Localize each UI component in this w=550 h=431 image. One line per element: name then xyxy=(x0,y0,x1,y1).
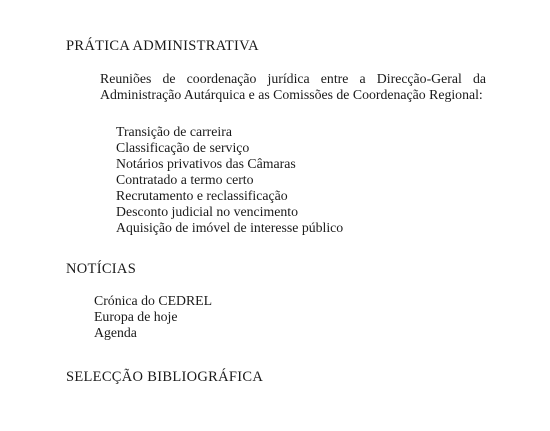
list-item: Classificação de serviço xyxy=(116,140,250,155)
list-item: Transição de carreira xyxy=(116,124,232,139)
list-item: Crónica do CEDREL xyxy=(94,293,213,308)
topic-list xyxy=(116,124,343,236)
news-list xyxy=(94,293,212,341)
list-item: Europa de hoje xyxy=(94,309,178,324)
list-item: Aquisição de imóvel de interesse público xyxy=(116,220,344,235)
list-item: Notários privativos das Câmaras xyxy=(116,156,296,171)
section-heading-pratica-administrativa: PRÁTICA ADMINISTRATIVA xyxy=(66,38,259,54)
list-item: Contratado a termo certo xyxy=(116,172,254,187)
section-heading-seleccao-bibliografica: SELECÇÃO BIBLIOGRÁFICA xyxy=(66,369,264,385)
list-item: Desconto judicial no vencimento xyxy=(116,204,298,219)
list-item: Recrutamento e reclassificação xyxy=(116,188,288,203)
section-intro-paragraph: Reuniões de coordenação jurídica entre a Direcção-Geral da Administração Autárquica e as Comissões de Coordenação Regional: xyxy=(100,71,486,102)
section-heading-noticias: NOTÍCIAS xyxy=(66,261,137,277)
list-item: Agenda xyxy=(94,325,137,340)
